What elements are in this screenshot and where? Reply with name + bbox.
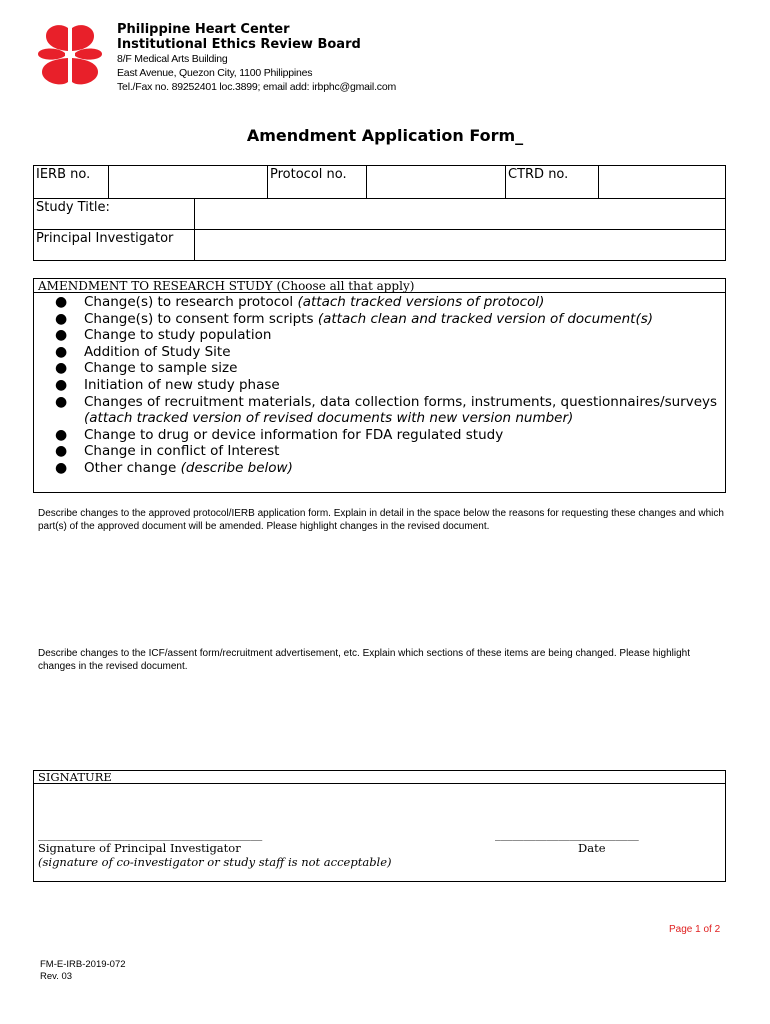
protocol-changes-area[interactable] — [38, 535, 728, 640]
pi-signature-note: (signature of co-investigator or study staff is not acceptable) — [38, 855, 392, 869]
study-title-field[interactable] — [195, 199, 726, 230]
pi-signature-line[interactable]: _______________________________________ — [38, 827, 263, 841]
bullet-icon: ● — [55, 327, 68, 344]
option-drug-device[interactable]: ● Change to drug or device information for FDA regulated study — [55, 426, 504, 443]
bullet-icon: ● — [55, 443, 68, 460]
bullet-icon: ● — [55, 393, 68, 410]
page-number: Page 1 of 2 — [669, 924, 721, 935]
signature-heading: SIGNATURE — [33, 770, 726, 784]
study-info-table — [33, 165, 726, 199]
protocol-field[interactable] — [367, 166, 506, 199]
ctrd-field[interactable] — [599, 166, 726, 199]
form-code: FM-E-IRB-2019-072 — [40, 959, 126, 970]
pi-label: Principal Investigator — [34, 230, 195, 261]
bullet-icon: ● — [55, 310, 68, 327]
bullet-icon: ● — [55, 360, 68, 377]
option-conflict-of-interest[interactable]: ● Change in conflict of Interest — [55, 443, 280, 460]
option-sample-size[interactable]: ● Change to sample size — [55, 360, 238, 377]
icf-changes-area[interactable] — [38, 675, 728, 763]
bullet-icon: ● — [55, 294, 68, 310]
date-label: Date — [578, 841, 606, 855]
pi-signature-label: Signature of Principal Investigator — [38, 841, 241, 855]
amendment-options — [55, 294, 725, 477]
form-title: Amendment Application Form_ — [246, 126, 524, 145]
form-revision: Rev. 03 — [40, 971, 73, 982]
option-study-site[interactable]: ● Addition of Study Site — [55, 343, 231, 360]
option-other-change[interactable]: ● Other change (describe below) — [55, 459, 293, 476]
describe-icf-instructions: Describe changes to the ICF/assent form/recruitment advertisement, etc. Explain which sections of these items are being changed. Please highlight changes in the revised document. — [38, 648, 691, 672]
date-line[interactable]: _________________________ — [495, 827, 639, 841]
ierb-label: IERB no. — [34, 166, 109, 199]
address-line-2: East Avenue, Quezon City, 1100 Philippines — [117, 67, 313, 79]
board-name: Institutional Ethics Review Board — [117, 37, 361, 52]
describe-protocol-instructions: Describe changes to the approved protocol/IERB application form. Explain in detail in the space below the reasons for requesting these changes and which part(s) of the approved document will be amended. Please highlight changes in the revised document. — [38, 508, 724, 532]
bullet-icon: ● — [55, 426, 68, 443]
option-study-population[interactable]: ● Change to study population — [55, 327, 272, 344]
bullet-icon: ● — [55, 459, 68, 476]
org-name: Philippine Heart Center — [117, 22, 290, 37]
option-recruitment-materials[interactable]: ● Changes of recruitment materials, data collection forms, instruments, questionnaires/surveys (attach tracked version of revised documents with new version number) — [55, 393, 718, 427]
pi-field[interactable] — [195, 230, 726, 261]
heart-cross-logo-icon — [38, 24, 102, 86]
ierb-field[interactable] — [109, 166, 268, 199]
address-line-1: 8/F Medical Arts Building — [117, 53, 228, 65]
bullet-icon: ● — [55, 343, 68, 360]
contact-line: Tel./Fax no. 89252401 loc.3899; email add: irbphc@gmail.com — [117, 81, 397, 93]
study-title-label: Study Title: — [34, 199, 195, 230]
study-title-table — [33, 198, 726, 261]
bullet-icon: ● — [55, 376, 68, 393]
option-research-protocol[interactable]: ● Change(s) to research protocol (attach tracked versions of protocol) — [55, 294, 545, 310]
option-study-phase[interactable]: ● Initiation of new study phase — [55, 376, 280, 393]
protocol-label: Protocol no. — [268, 166, 367, 199]
ctrd-label: CTRD no. — [506, 166, 599, 199]
amendment-heading: AMENDMENT TO RESEARCH STUDY (Choose all that apply) — [33, 278, 726, 293]
option-consent-form[interactable]: ● Change(s) to consent form scripts (attach clean and tracked version of document(s) — [55, 310, 654, 327]
